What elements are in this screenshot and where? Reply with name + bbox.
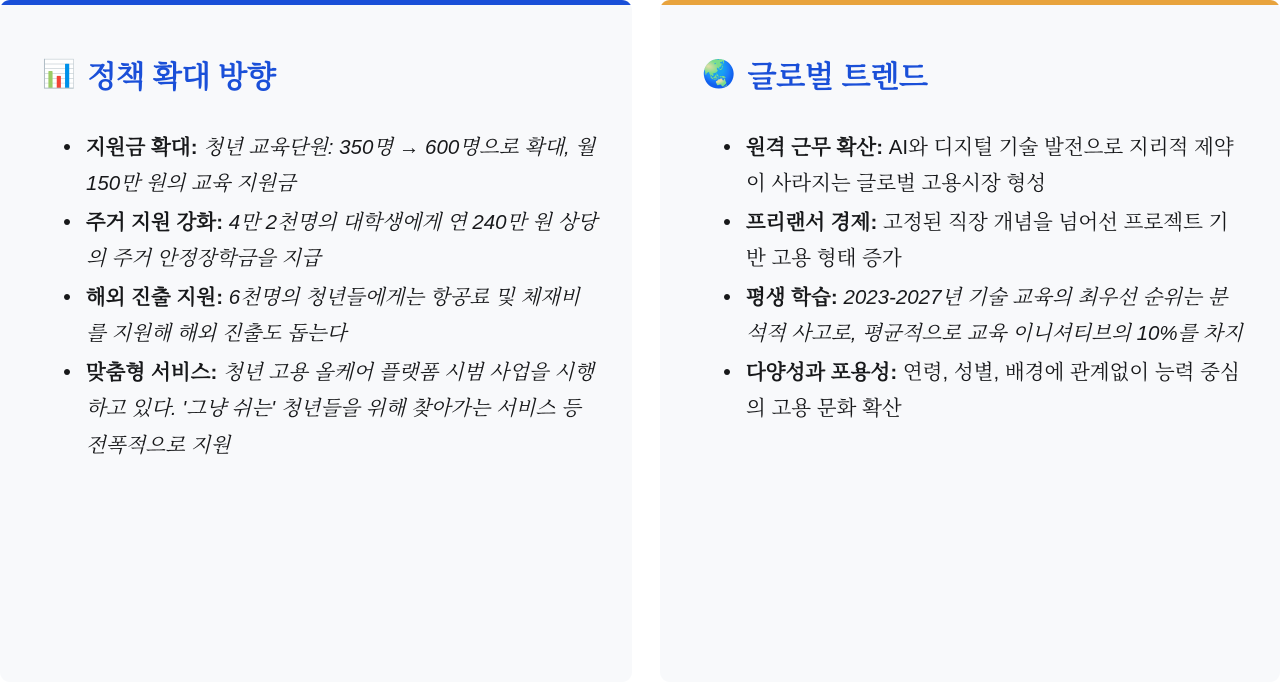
list-item-body: 고정된 직장 개념을 넘어선 프로젝트 기반 고용 형태 증가 <box>746 210 1229 271</box>
list-item <box>746 130 1246 203</box>
globe-icon: 🌏 <box>702 58 736 89</box>
list-item-body: 연령, 성별, 배경에 관계없이 능력 중심의 고용 문화 확산 <box>746 360 1240 421</box>
list-item-body: 4만 2천명의 대학생에게 연 240만 원 상당의 주거 안정장학금을 지급 <box>86 210 598 271</box>
list-item <box>746 355 1246 428</box>
list-item <box>746 205 1246 278</box>
list-item-body: 6천명의 청년들에게는 항공료 및 체재비를 지원해 해외 진출도 돕는다 <box>86 285 580 346</box>
list-item <box>86 355 598 464</box>
list-item <box>86 205 598 278</box>
list-item-body: AI와 디지털 기술 발전으로 지리적 제약이 사라지는 글로벌 고용시장 형성 <box>746 136 1234 196</box>
list-item <box>746 280 1246 353</box>
list-item <box>86 280 598 353</box>
card-title-text: 정책 확대 방향 <box>87 61 276 94</box>
card-title <box>42 52 598 96</box>
global-trend-card <box>660 0 1280 682</box>
policy-expansion-card <box>0 0 632 682</box>
list-item-body: 청년 교육단원: 350명 → 600명으로 확대, 월 150만 원의 교육 지원금 <box>86 136 596 196</box>
list-item-lead: 원격 근무 확산: <box>746 136 884 159</box>
list-item-lead: 주거 지원 강화: <box>86 210 224 234</box>
card-title-text: 글로벌 트렌드 <box>747 61 928 94</box>
global-trend-list <box>694 130 1246 428</box>
list-item-lead: 해외 진출 지원: <box>86 285 224 309</box>
list-item-body: 청년 고용 올케어 플랫폼 시범 사업을 시행하고 있다. '그냥 쉬는' 청년들을 위해 찾아가는 서비스 등 전폭적으로 지원 <box>86 360 594 457</box>
list-item-lead: 프리랜서 경제: <box>746 210 878 234</box>
list-item-lead: 지원금 확대: <box>86 136 198 159</box>
list-item-body: 2023-2027년 기술 교육의 최우선 순위는 분석적 사고로, 평균적으로 교육 이니셔티브의 10%를 차지 <box>746 285 1243 346</box>
card-title <box>702 52 1246 96</box>
bar-chart-icon: 📊 <box>42 58 76 89</box>
list-item-lead: 맞춤형 서비스: <box>86 360 218 384</box>
policy-expansion-list <box>34 130 598 464</box>
list-item-lead: 평생 학습: <box>746 285 838 309</box>
list-item-lead: 다양성과 포용성: <box>746 360 898 384</box>
list-item <box>86 130 598 203</box>
